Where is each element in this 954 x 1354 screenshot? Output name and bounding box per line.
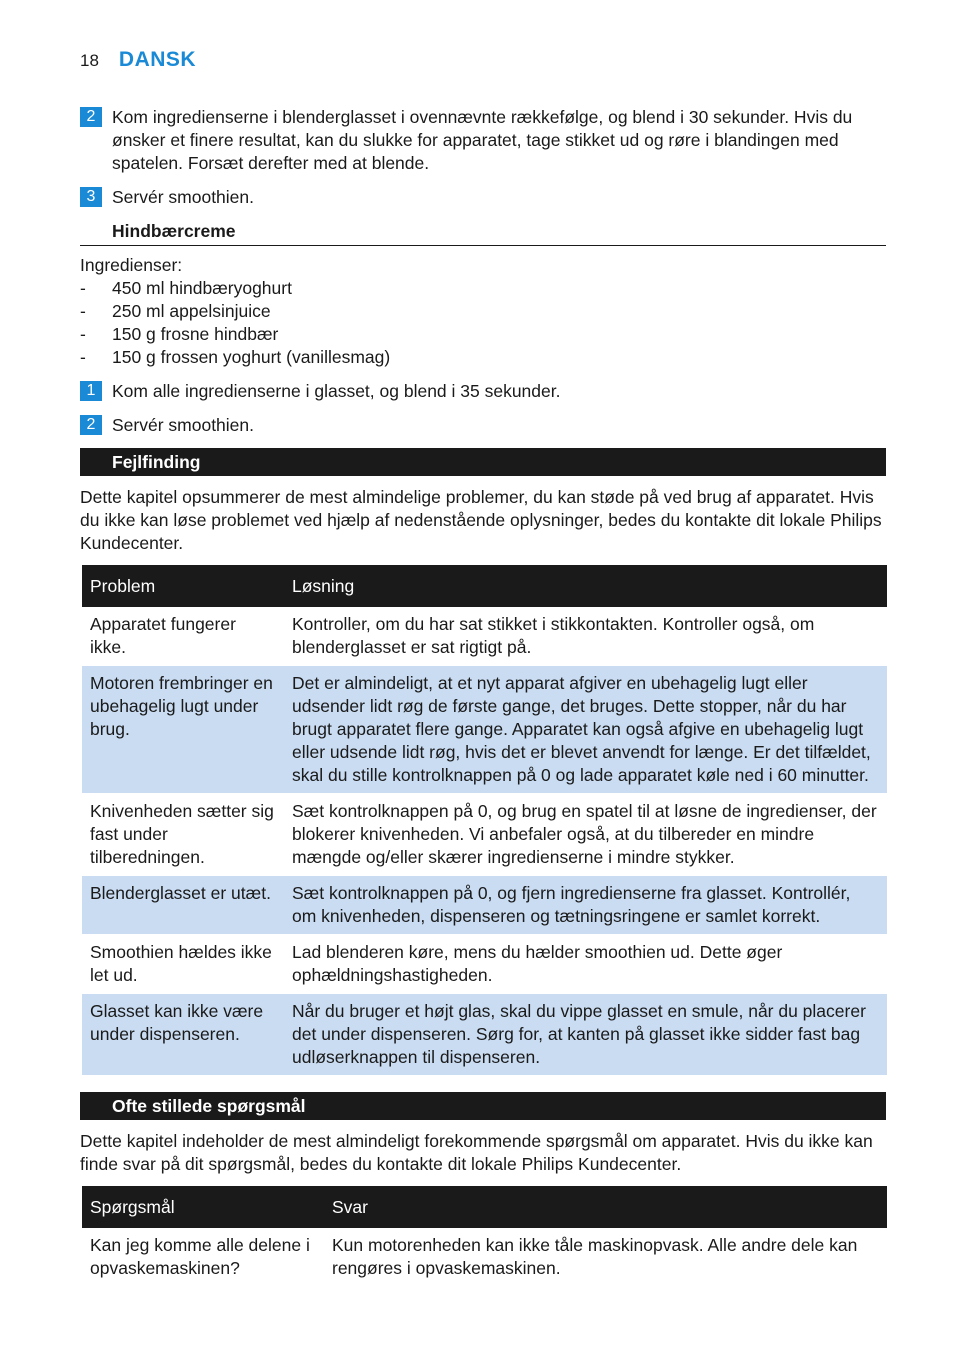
ingredient-item: - 150 g frosne hindbær bbox=[80, 324, 279, 344]
recipe-step bbox=[80, 380, 886, 403]
recipe-title: Hindbærcreme bbox=[112, 221, 236, 241]
step-number: 1 bbox=[80, 381, 102, 401]
problem-cell: Apparatet fungerer ikke. bbox=[82, 607, 284, 666]
troubleshooting-heading: Fejlfinding bbox=[80, 448, 886, 476]
intro-step bbox=[80, 186, 886, 209]
page-content bbox=[80, 106, 886, 1287]
column-header-problem: Problem bbox=[82, 565, 284, 607]
solution-cell: Kontroller, om du har sat stikket i stikkontakten. Kontroller også, om blenderglasset er sat rigtigt på. bbox=[284, 607, 887, 666]
solution-cell: Lad blenderen køre, mens du hælder smoothien ud. Dette øger ophældningshastigheden. bbox=[284, 935, 887, 994]
step-text: Servér smoothien. bbox=[112, 187, 255, 207]
table-row bbox=[82, 794, 887, 876]
troubleshooting-intro: Dette kapitel opsummerer de mest almindelige problemer, du kan støde på ved brug af apparatet. Hvis du ikke kan løse problemet ved hjælp af nedenstående oplysninger, bedes du kontakte dit lokale Philips Kundecenter. bbox=[80, 487, 882, 553]
ingredients-label: Ingredienser: bbox=[80, 255, 183, 275]
ingredient-item: - 150 g frossen yoghurt (vanillesmag) bbox=[80, 347, 391, 367]
problem-cell: Glasset kan ikke være under dispenseren. bbox=[82, 994, 284, 1076]
problem-cell: Motoren frembringer en ubehagelig lugt under brug. bbox=[82, 666, 284, 794]
table-row bbox=[82, 935, 887, 994]
intro-step bbox=[80, 106, 886, 175]
page-number: 18 bbox=[80, 51, 99, 70]
table-header-row bbox=[82, 565, 887, 607]
ingredient-text: 150 g frosne hindbær bbox=[112, 324, 279, 344]
ingredient-text: 150 g frossen yoghurt (vanillesmag) bbox=[112, 347, 391, 367]
question-cell: Kan jeg komme alle delene i opvaskemaskinen? bbox=[82, 1228, 324, 1287]
solution-cell: Sæt kontrolknappen på 0, og fjern ingredienserne fra glasset. Kontrollér, om knivenheden, dispenseren og tætningsringene er samlet korrekt. bbox=[284, 876, 887, 935]
step-text: Servér smoothien. bbox=[112, 415, 255, 435]
problem-cell: Blenderglasset er utæt. bbox=[82, 876, 284, 935]
column-header-solution: Løsning bbox=[284, 565, 887, 607]
step-number: 3 bbox=[80, 187, 102, 207]
ingredient-text: 450 ml hindbæryoghurt bbox=[112, 278, 292, 298]
table-header-row bbox=[82, 1186, 887, 1228]
faq-heading: Ofte stillede spørgsmål bbox=[80, 1092, 886, 1120]
problem-cell: Smoothien hældes ikke let ud. bbox=[82, 935, 284, 994]
answer-cell: Kun motorenheden kan ikke tåle maskinopvask. Alle andre dele kan rengøres i opvaskemaskinen. bbox=[324, 1228, 887, 1287]
ingredient-item: - 250 ml appelsinjuice bbox=[80, 301, 271, 321]
faq-table bbox=[82, 1186, 887, 1287]
language-label: DANSK bbox=[118, 48, 197, 71]
ingredients-list bbox=[80, 254, 886, 369]
step-text: Kom ingredienserne i blenderglasset i ovennævnte rækkefølge, og blend i 30 sekunder. Hvis du ønsker et finere resultat, kan du slukke for apparatet, tage stikket ud og røre i blandingen med spatelen. Forsæt derefter med at blende. bbox=[112, 107, 853, 173]
solution-cell: Når du bruger et højt glas, skal du vippe glasset en smule, når du placerer det under dispenseren. Sørg for, at kanten på glasset ikke sidder fast bag udløserknappen til dispenseren. bbox=[284, 994, 887, 1076]
table-row bbox=[82, 666, 887, 794]
page-header bbox=[80, 48, 196, 72]
step-number: 2 bbox=[80, 107, 102, 127]
solution-cell: Det er almindeligt, at et nyt apparat afgiver en ubehagelig lugt eller udsender lidt røg de første gange, det bruges. Dette stopper, når du har brugt apparatet flere gange. Apparatet kan også afgive en ubehagelig lugt eller udsende lidt røg, hvis det er blevet anvendt for længe. Er det tilfældet, skal du stille kontrolknappen på 0 og lade apparatet køle ned i 60 minutter. bbox=[284, 666, 887, 794]
column-header-answer: Svar bbox=[324, 1186, 887, 1228]
faq-intro: Dette kapitel indeholder de mest almindeligt forekommende spørgsmål om apparatet. Hvis du ikke kan finde svar på dit spørgsmål, bedes du kontakte dit lokale Philips Kundecenter. bbox=[80, 1131, 873, 1174]
step-text: Kom alle ingredienserne i glasset, og blend i 35 sekunder. bbox=[112, 381, 561, 401]
ingredient-item: - 450 ml hindbæryoghurt bbox=[80, 278, 292, 298]
table-row bbox=[82, 607, 887, 666]
column-header-question: Spørgsmål bbox=[82, 1186, 324, 1228]
troubleshooting-table bbox=[82, 565, 887, 1076]
step-number: 2 bbox=[80, 415, 102, 435]
table-row bbox=[82, 876, 887, 935]
table-row bbox=[82, 1228, 887, 1287]
problem-cell: Knivenheden sætter sig fast under tilberedningen. bbox=[82, 794, 284, 876]
ingredient-text: 250 ml appelsinjuice bbox=[112, 301, 271, 321]
solution-cell: Sæt kontrolknappen på 0, og brug en spatel til at løsne de ingredienser, der blokerer knivenheden. Vi anbefaler også, at du tilbereder en mindre mængde og/eller skærer ingredienserne i mindre stykker. bbox=[284, 794, 887, 876]
table-row bbox=[82, 994, 887, 1076]
recipe-title-rule bbox=[80, 245, 886, 246]
recipe-step bbox=[80, 414, 886, 437]
